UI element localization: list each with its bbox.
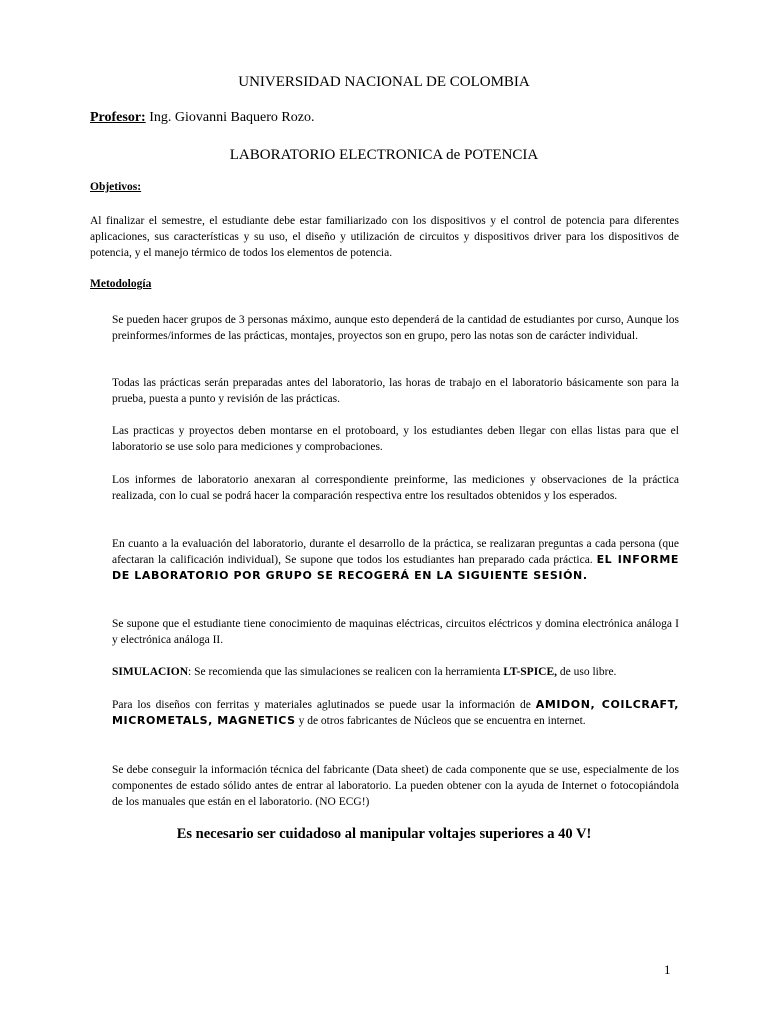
- methodology-paragraph-preparation: Todas las prácticas serán preparadas antes del laboratorio, las horas de trabajo en el laboratorio básicamente son para la prueba, puesta a punto y revisión de las prácticas.: [112, 377, 679, 405]
- methodology-paragraph-prerequisites: Se supone que el estudiante tiene conocimiento de maquinas eléctricas, circuitos eléctricos y domina electrónica análoga I y electrónica análoga II.: [112, 618, 679, 646]
- evaluation-bold-notice: EL INFORME DE LABORATORIO POR GRUPO SE RECOGERÁ EN LA SIGUIENTE SESIÓN.: [112, 553, 680, 582]
- objectives-text: Al finalizar el semestre, el estudiante debe estar familiarizado con los dispositivos y el control de potencia para diferentes aplicaciones, sus características y su uso, el diseño y utilización de circuitos y dispositivos driver para los dispositivos de potencia, y el manejo térmico de todos los elementos de potencia.: [90, 215, 679, 259]
- ferrites-manufacturers: AMIDON, COILCRAFT, MICROMETALS, MAGNETICS: [112, 698, 679, 727]
- page-number: 1: [664, 962, 671, 977]
- evaluation-text: En cuanto a la evaluación del laboratorio, durante el desarrollo de la práctica, se realizaran preguntas a cada persona (que afectaran la calificación individual), Se supone que todos los estudiantes han preparado cada práctica.: [112, 538, 679, 566]
- simulation-end: de uso libre.: [557, 666, 617, 678]
- objectives-heading: Objetivos:: [90, 181, 142, 193]
- methodology-paragraph-ferrites: [112, 697, 679, 729]
- methodology-paragraph-datasheets: Se debe conseguir la información técnica del fabricante (Data sheet) de cada componente que se use, especialmente de los componentes de estado sólido antes de entrar al laboratorio. La pueden obtener con la ayuda de Internet o fotocopiándola de los manuales que están en el laboratorio. (NO ECG!): [112, 764, 679, 808]
- ferrites-text: Para los diseños con ferritas y materiales aglutinados se puede usar la información de: [112, 699, 536, 711]
- methodology-paragraph-protoboard: Las practicas y proyectos deben montarse en el protoboard, y los estudiantes deben llegar con ellas listas para que el laboratorio se use solo para mediciones y comprobaciones.: [112, 425, 679, 453]
- professor-label: Profesor:: [90, 110, 146, 125]
- lab-title: LABORATORIO ELECTRONICA de POTENCIA: [229, 147, 539, 163]
- simulation-text: : Se recomienda que las simulaciones se realicen con la herramienta: [188, 666, 504, 678]
- ferrites-end: y de otros fabricantes de Núcleos que se encuentra en internet.: [295, 715, 586, 727]
- methodology-paragraph-simulation: [112, 664, 679, 680]
- professor-name: Ing. Giovanni Baquero Rozo.: [149, 110, 315, 125]
- safety-warning: Es necesario ser cuidadoso al manipular voltajes superiores a 40 V!: [176, 826, 592, 842]
- methodology-paragraph-groups: Se pueden hacer grupos de 3 personas máximo, aunque esto dependerá de la cantidad de estudiantes por curso, Aunque los preinformes/informes de las prácticas, montajes, proyectos son en grupo, pero las notas son de carácter individual.: [112, 314, 679, 342]
- university-title: UNIVERSIDAD NACIONAL DE COLOMBIA: [238, 74, 530, 90]
- simulation-label: SIMULACION: [112, 666, 189, 678]
- simulation-tool: LT-SPICE,: [503, 666, 558, 678]
- methodology-paragraph-evaluation: [112, 536, 679, 584]
- methodology-heading: Metodología: [90, 278, 152, 290]
- methodology-paragraph-reports: Los informes de laboratorio anexaran al correspondiente preinforme, las mediciones y observaciones de la práctica realizada, con lo cual se podrá hacer la comparación respectiva entre los resultados obtenidos y los esperados.: [112, 474, 679, 502]
- professor-line: [90, 110, 314, 126]
